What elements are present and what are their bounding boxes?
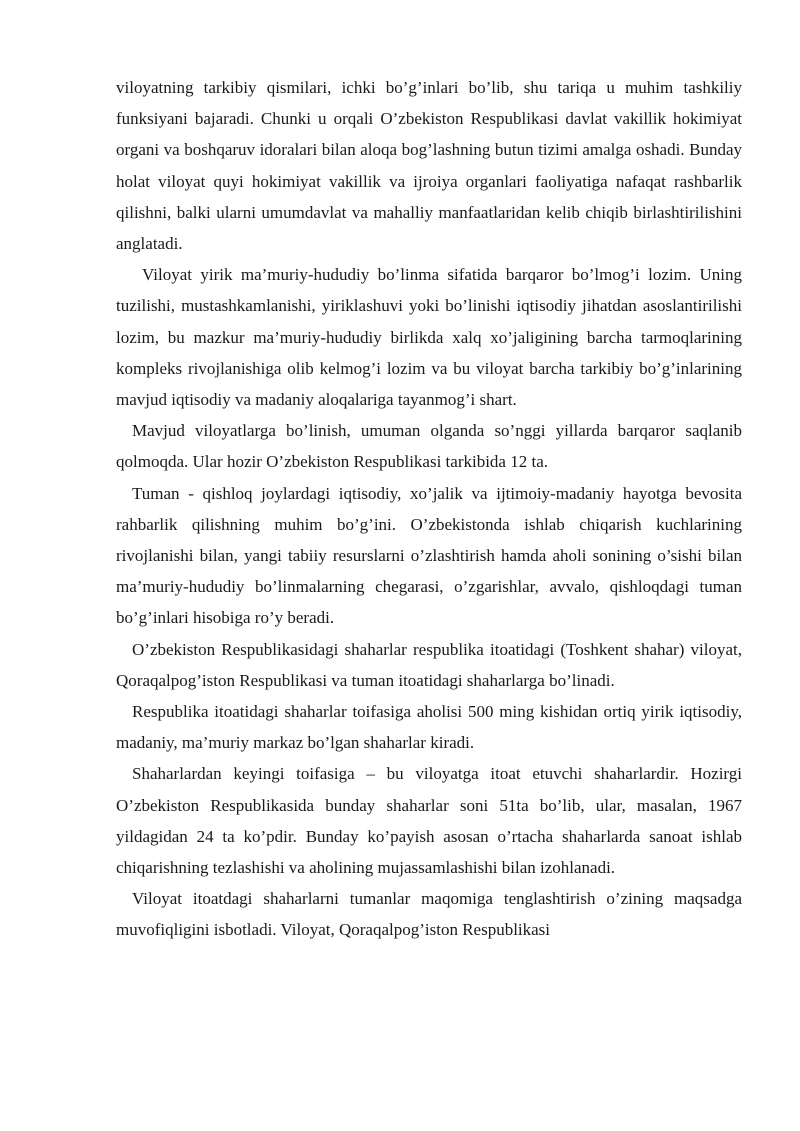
paragraph-viloyat-stability: Viloyat yirik ma’muriy-hududiy bo’linma sifatida barqaror bo’lmog’i lozim. Uning tuzilishi, mustashkamlanishi, yiriklashuvi yoki bo’linishi iqtisodiy jihatdan asoslantirilishi lozim, bu mazkur ma’muriy-hududiy birlikda xalq xo’jaligining barcha tarmoqlarining kompleks rivojlanishiga olib kelmog’i lozim va bu viloyat barcha tarkibiy bo’g’inlarining mavjud iqtisodiy va madaniy aloqalariga tayanmog’i shart. bbox=[116, 265, 742, 410]
paragraph-republic-cities: Respublika itoatidagi shaharlar toifasiga aholisi 500 ming kishidan ortiq yirik iqtisodiy, madaniy, ma’muriy markaz bo’lgan shaharlar kiradi. bbox=[116, 702, 742, 753]
paragraph-regional-cities: Shaharlardan keyingi toifasiga – bu viloyatga itoat etuvchi shaharlardir. Hozirgi O’zbekiston Respublikasida bunday shaharlar soni 51ta bo’lib, ular, masalan, 1967 yildagidan 24 ta ko’pdir. Bunday ko’payish asosan o’rtacha shaharlarda sanoat ishlab chiqarishning tezlashishi va aholining mujassamlashishi bilan izohlanadi. bbox=[116, 764, 742, 878]
paragraph-city-types: O’zbekiston Respublikasidagi shaharlar respublika itoatidagi (Toshkent shahar) viloyat, Qoraqalpog’iston Respublikasi va tuman itoatidagi shaharlarga bo’linadi. bbox=[116, 639, 742, 690]
paragraph-viloyat-division: Mavjud viloyatlarga bo’linish, umuman olganda so’nggi yillarda barqaror saqlanib qolmoqda. Ular hozir O’zbekiston Respublikasi tarkibida 12 ta. bbox=[116, 421, 742, 472]
paragraph-tuman: Tuman - qishloq joylardagi iqtisodiy, xo’jalik va ijtimoiy-madaniy hayotga bevosita rahbarlik qilishning muhim bo’g’ini. O’zbekistonda ishlab chiqarish kuchlarining rivojlanishi bilan, yangi tabiiy resurslarni o’zlashtirish hamda aholi sonining o’sishi bilan ma’muriy-hududiy bo’linmalarning chegarasi, o’zgarishlar, avvalo, qishloqdagi tuman bo’g’inlari hisobiga ro’y beradi. bbox=[116, 483, 742, 628]
paragraph-city-status: Viloyat itoatdagi shaharlarni tumanlar maqomiga tenglashtirish o’zining maqsadga muvofiqligini isbotladi. Viloyat, Qoraqalpog’iston Respublikasi bbox=[116, 889, 742, 940]
document-body bbox=[116, 72, 742, 946]
paragraph-continuation: viloyatning tarkibiy qismilari, ichki bo’g’inlari bo’lib, shu tariqa u muhim tashkiliy funksiyani bajaradi. Chunki u orqali O’zbekiston Respublikasi davlat vakillik hokimiyat organi va boshqaruv idoralari bilan aloqa bog’lashning butun tizimi amalga oshadi. Bunday holat viloyat quyi hokimiyat vakillik va ijroiya organlari faoliyatiga nafaqat rashbarlik qilishni, balki ularni umumdavlat va mahalliy manfaatlaridan kelib chiqib birlashtirilishini anglatadi. bbox=[116, 78, 742, 254]
